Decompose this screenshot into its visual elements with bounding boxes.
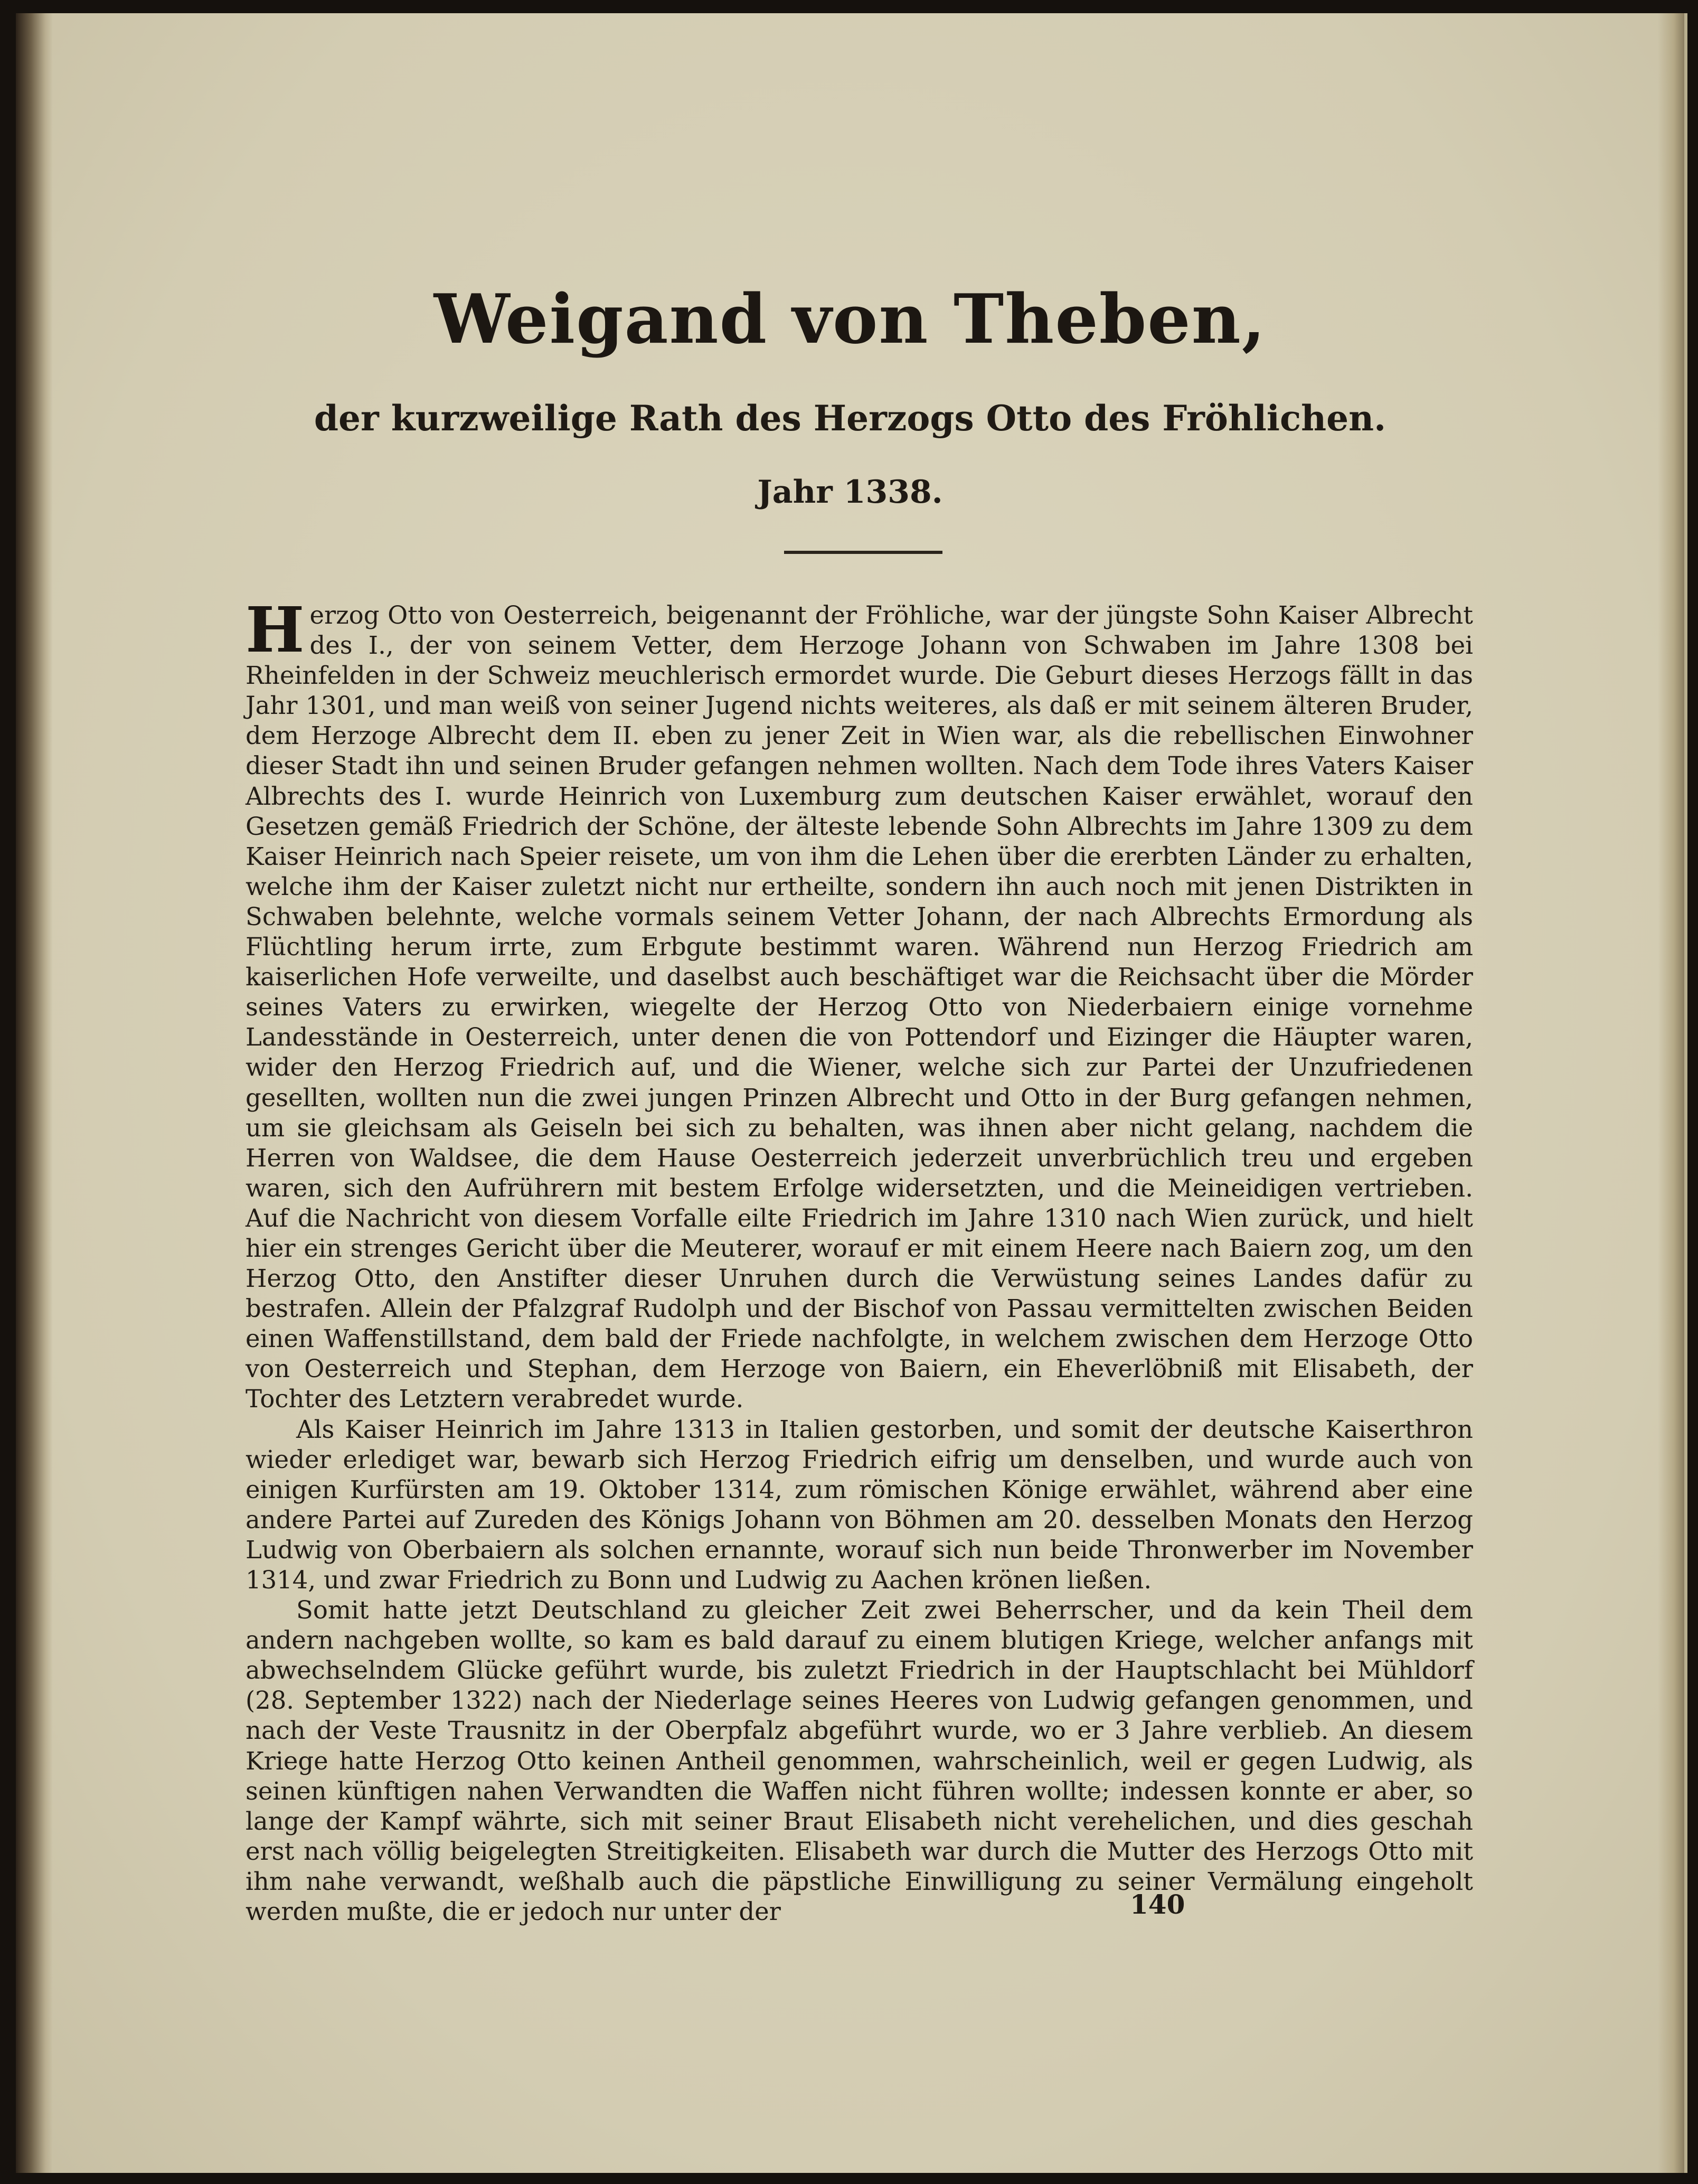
page-number: 140 xyxy=(1130,1889,1185,1920)
paragraph xyxy=(246,593,1473,1415)
paragraph-text: erzog Otto von Oesterreich, beigenannt der Fröhliche, war der jüngste Sohn Kaiser Albrecht des I., der von seinem Vetter, dem Herzoge Johann von Schwaben im Jahre 1308 bei Rheinfelden in der Schweiz meuchlerisch ermordet wurde. Die Geburt dieses Herzogs fällt in das Jahr 1301, und man weiß von seiner Jugend nichts weiteres, als daß er mit seinem älteren Bruder, dem Herzoge Albrecht dem II. eben zu jener Zeit in Wien war, als die rebellischen Einwohner dieser Stadt ihn und seinen Bruder gefangen nehmen wollten. Nach dem Tode ihres Vaters Kaiser Albrechts des I. wurde Heinrich von Luxemburg zum deutschen Kaiser erwählet, worauf den Gesetzen gemäß Friedrich der Schöne, der älteste lebende Sohn Albrechts im Jahre 1309 zu dem Kaiser Heinrich nach Speier reisete, um von ihm die Lehen über die ererbten Länder zu erhalten, welche ihm der Kaiser zuletzt nicht nur ertheilte, sondern ihn auch noch mit jenen Distrikten in Schwaben belehnte, welche vormals seinem Vetter Johann, der nach Albrechts Ermordung als Flüchtling herum irrte, zum Erbgute bestimmt waren. Während nun Herzog Friedrich am kaiserlichen Hofe verweilte, und daselbst auch beschäftiget war die Reichsacht über die Mörder seines Vaters zu erwirken, wiegelte der Herzog Otto von Niederbaiern einige vornehme Landesstände in Oesterreich, unter denen die von Pottendorf und Eizinger die Häupter waren, wider den Herzog Friedrich auf, und die Wiener, welche sich zur Partei der Unzufriedenen gesellten, wollten nun die zwei jungen Prinzen Albrecht und Otto in der Burg gefangen nehmen, um sie gleichsam als Geiseln bei sich zu behalten, was ihnen aber nicht gelang, nachdem die Herren von Waldsee, die dem Hause Oesterreich jederzeit unverbrüchlich treu und ergeben waren, sich den Aufrührern mit bestem Erfolge widersetzten, und die Meineidigen vertrieben. Auf die Nachricht von diesem Vorfalle eilte Friedrich im Jahre 1310 nach Wien zurück, und hielt hier ein strenges Gericht über die Meuterer, worauf er mit einem Heere nach Baiern zog, um den Herzog Otto, den Anstifter dieser Unruhen durch die Verwüstung seines Landes dafür zu bestrafen. Allein der Pfalzgraf Rudolph und der Bischof von Passau vermittelten zwischen Beiden einen Waffenstillstand, dem bald der Friede nachfolgte, in welchem zwischen dem Herzoge Otto von Oesterreich und Stephan, dem Herzoge von Baiern, ein Eheverlöbniß mit Elisabeth, der Tochter des Letztern verabredet wurde. xyxy=(246,601,1473,1414)
title-divider xyxy=(784,551,942,554)
book-page xyxy=(16,13,1687,2173)
drop-cap: H xyxy=(246,593,305,666)
chapter-subtitle: der kurzweilige Rath des Herzogs Otto des Fröhlichen. xyxy=(314,398,1386,439)
paragraph: Somit hatte jetzt Deutschland zu gleicher Zeit zwei Beherrscher, und da kein Theil dem andern nachgeben wollte, so kam es bald darauf zu einem blutigen Kriege, welcher anfangs mit abwechselndem Glücke geführt wurde, bis zuletzt Friedrich in der Hauptschlacht bei Mühldorf (28. September 1322) nach der Niederlage seines Heeres von Ludwig gefangen genommen, und nach der Veste Trausnitz in der Oberpfalz abgeführt wurde, wo er 3 Jahre verblieb. An diesem Kriege hatte Herzog Otto keinen Antheil genommen, wahrscheinlich, weil er gegen Ludwig, als seinen künftigen nahen Verwandten die Waffen nicht führen wollte; indessen konnte er aber, so lange der Kampf währte, sich mit seiner Braut Elisabeth nicht verehelichen, und dies geschah erst nach völlig beigelegten Streitigkeiten. Elisabeth war durch die Mutter des Herzogs Otto mit ihm nahe verwandt, weßhalb auch die päpstliche Einwilligung zu seiner Vermälung eingeholt werden mußte, die er jedoch nur unter der xyxy=(246,1596,1473,1926)
paragraph: Als Kaiser Heinrich im Jahre 1313 in Italien gestorben, und somit der deutsche Kaiserthron wieder erlediget war, bewarb sich Herzog Friedrich eifrig um denselben, und wurde auch von einigen Kurfürsten am 19. Oktober 1314, zum römischen Könige erwählet, während aber eine andere Partei auf Zureden des Königs Johann von Böhmen am 20. desselben Monats den Herzog Ludwig von Oberbaiern als solchen ernannte, worauf sich nun beide Thronwerber im November 1314, und zwar Friedrich zu Bonn und Ludwig zu Aachen krönen ließen. xyxy=(246,1415,1473,1594)
body-text xyxy=(246,593,1473,1927)
chapter-title: Weigand von Theben, xyxy=(433,280,1267,359)
chapter-year: Jahr 1338. xyxy=(757,474,943,511)
